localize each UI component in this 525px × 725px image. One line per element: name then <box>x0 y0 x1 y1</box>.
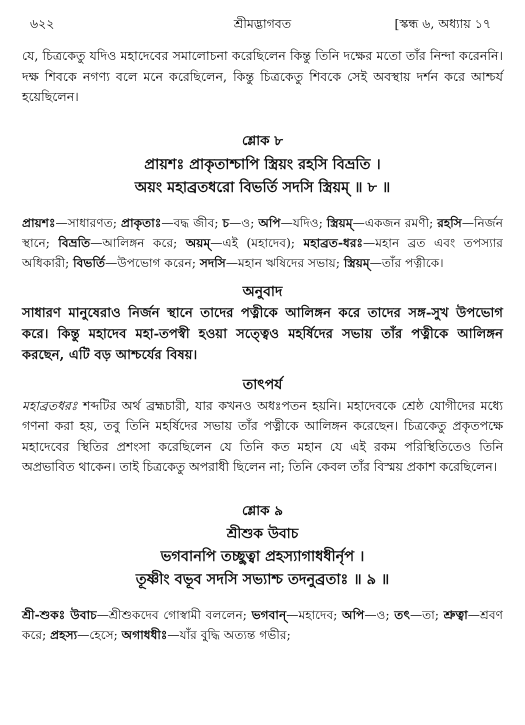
verse-9-speaker: শ্রীশুক উবাচ <box>226 525 299 542</box>
purport-heading: তাৎপর্য <box>242 376 283 393</box>
page-header <box>22 12 503 36</box>
verse-8-purport <box>22 396 503 478</box>
synonym-v8-meaning: —তাঁর পত্নীকে। <box>369 255 444 270</box>
synonym-v9-meaning: —শ্রবণ করে; <box>22 607 503 642</box>
synonym-v9-meaning: —ও; <box>364 607 395 622</box>
synonym-v8-word: স্ত্রিয়ম্‌ <box>326 215 353 230</box>
verse-9-heading: শ্লোক ৯ <box>241 502 284 519</box>
book-title: শ্রীমদ্ভাগবত <box>233 16 292 31</box>
synonym-v8-meaning: —ও; <box>229 215 259 230</box>
synonym-v8-word: মহাব্রত-ধরঃ <box>303 235 364 250</box>
synonym-v8-meaning: —উপভোগ করেন; <box>105 255 200 270</box>
synonym-v8-meaning: —একজন রমণী; <box>352 215 438 230</box>
page-number: ৬২২ <box>30 16 55 31</box>
synonym-v9-word: তৎ <box>394 607 410 622</box>
synonym-v8-word: সদসি <box>199 255 226 270</box>
verse-8-line-2: অয়ং মহাব্রতধরো বিভর্তি সদসি স্ত্রিয়ম্‌ ॥ ৮ ॥ <box>134 178 391 196</box>
translation-heading: অনুবাদ <box>242 283 283 300</box>
synonym-v9-word: অপি <box>342 607 365 622</box>
synonym-v9-word: শ্রুত্বা <box>443 607 468 622</box>
synonym-v8-word: অয়ম্‌ <box>185 235 211 250</box>
purport-italic-term: মহাব্রতধরঃ <box>22 397 78 413</box>
synonym-v9-word: ভগবান্‌ <box>251 607 287 622</box>
synonym-v8-word: রহসি <box>437 215 462 230</box>
synonym-v9-meaning: —হেসে; <box>77 627 122 642</box>
verse-8-line-1: প্রায়শঃ প্রাকৃতাশ্চাপি স্ত্রিয়ং রহসি বিভ্রতি । <box>144 155 381 173</box>
synonym-v9-meaning: —শ্রীশুকদেব গোস্বামী বললেন; <box>96 607 252 622</box>
synonym-v9-word: প্রহস্য <box>50 627 78 642</box>
synonym-v8-word: বিভর্তি <box>73 255 106 270</box>
synonym-v8-word: চ <box>222 215 230 230</box>
synonym-v8-meaning: —মহান ঋষিদের সভায়; <box>225 255 344 270</box>
verse-8-synonyms <box>22 213 503 273</box>
synonym-v8-meaning: —মহান ব্রত এবং তপস্যার অধিকারী; <box>22 235 504 270</box>
synonym-v9-word: শ্রী-শুকঃ উবাচ <box>22 607 97 622</box>
purport-text: শব্দটির অর্থ ব্রহ্মচারী, যার কখনও অধঃপতন হয়নি। মহাদেবকে শ্রেষ্ঠ যোগীদের মধ্যে গণনা করা হয়, তবু তিনি মহর্ষিদের সভায় তাঁর পত্নীকে আলিঙ্গন করেছেন। চিত্রকেতু প্রকৃতপক্ষে মহাদেবের স্থিতির প্রশংসা করেছিলেন যে তিনি কত মহান যে এই রকম পরিস্থিতিতেও তিনি অপ্রভাবিত থাকেন। তাই চিত্রকেতু অপরাধী ছিলেন না; তিনি কেবল তাঁর বিস্ময় প্রকাশ করেছিলেন। <box>22 397 503 474</box>
synonym-v9-word: অগাধধীঃ <box>121 627 168 642</box>
book-page <box>22 12 503 645</box>
chapter-reference: [স্কন্ধ ৬, অধ্যায় ১৭ <box>394 16 491 31</box>
intro-paragraph: যে, চিত্রকেতু যদিও মহাদেবের সমালোচনা করেছিলেন কিন্তু তিনি দক্ষের মতো তাঁর নিন্দা করেননি। দক্ষ শিবকে নগণ্য বলে মনে করেছিলেন, কিন্তু চিত্রকেতু শিবকে সেই অবস্থায় দর্শন করে আশ্চর্য হয়েছিলেন। <box>22 48 503 104</box>
synonym-v8-meaning: —এই (মহাদেব); <box>210 235 304 250</box>
synonym-v8-word: বিভ্রতি <box>58 235 91 250</box>
synonym-v8-word: স্ত্রিয়ম্‌ <box>343 255 370 270</box>
synonym-v8-meaning: —নির্জন স্থানে; <box>22 215 503 250</box>
verse-8-translation: সাধারণ মানুষেরাও নির্জন স্থানে তাদের পত্নীকে আলিঙ্গন করে তাদের সঙ্গ-সুখ উপভোগ করে। কিন্তু মহাদেব মহা-তপস্বী হওয়া সত্ত্বেও মহর্ষিদের সভায় তাঁর পত্নীকে আলিঙ্গন করছেন, এটি বড় আশ্চর্যের বিষয়। <box>22 305 503 363</box>
synonym-v8-word: প্রায়শঃ <box>22 215 56 230</box>
synonym-v8-word: অপি <box>258 215 281 230</box>
synonym-v8-meaning: —আলিঙ্গন করে; <box>90 235 186 250</box>
synonym-v8-meaning: —বদ্ধ জীব; <box>161 215 223 230</box>
synonym-v8-meaning: —সাধারণত; <box>55 215 121 230</box>
verse-8-heading: শ্লোক ৮ <box>241 132 284 149</box>
synonym-v9-meaning: —তা; <box>409 607 444 622</box>
synonym-v8-word: প্রাকৃতাঃ <box>120 215 162 230</box>
synonym-v9-meaning: —যাঁর বুদ্ধি অত্যন্ত গভীর; <box>167 627 291 642</box>
verse-9-line-2: তূষ্ণীং বভূব সদসি সভ্যাশ্চ তদনুব্রতাঃ ॥ ৯ ॥ <box>135 570 390 588</box>
synonym-v9-meaning: —মহাদেব; <box>286 607 343 622</box>
verse-9-synonyms <box>22 605 503 645</box>
synonym-v8-meaning: —যদিও; <box>280 215 327 230</box>
verse-9-line-1: ভগবানপি তচ্ছুত্বা প্রহস্যাগাধধীর্নৃপ । <box>160 547 365 565</box>
